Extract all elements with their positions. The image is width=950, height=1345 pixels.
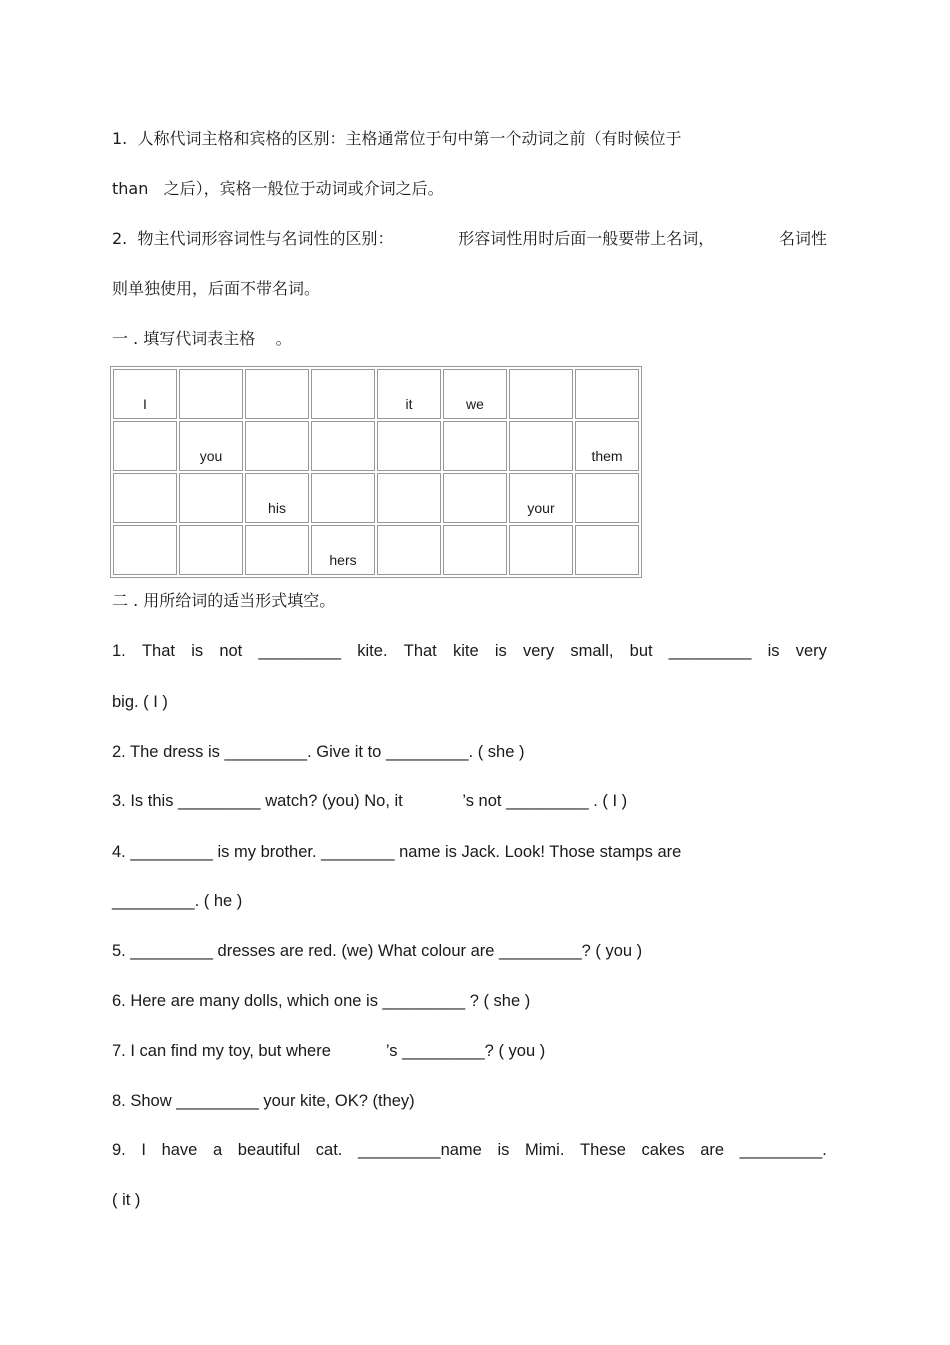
question-9-line-1 xyxy=(112,1139,827,1161)
word: are xyxy=(700,1141,725,1159)
word: is xyxy=(494,642,507,660)
table-cell[interactable]: your xyxy=(509,473,573,523)
note-2-line-2: 则单独使用，后面不带名词。 xyxy=(112,279,321,298)
table-cell[interactable] xyxy=(443,421,507,471)
table-row xyxy=(113,421,639,471)
word: That xyxy=(141,642,175,660)
table-cell[interactable] xyxy=(179,473,243,523)
table-row xyxy=(113,369,639,419)
question-8: 8. Show _________ your kite, OK? (they) xyxy=(112,1092,415,1110)
table-cell[interactable] xyxy=(245,421,309,471)
section-1-title: 一 . 填写代词表主格 。 xyxy=(112,329,292,348)
word: but xyxy=(629,642,653,660)
pronoun-table xyxy=(110,366,642,578)
word: is xyxy=(767,642,780,660)
word: kite xyxy=(452,642,479,660)
table-cell[interactable]: hers xyxy=(311,525,375,575)
word: kite. xyxy=(357,642,388,660)
table-cell[interactable] xyxy=(179,525,243,575)
word: small, xyxy=(570,642,614,660)
table-cell[interactable] xyxy=(575,369,639,419)
table-cell[interactable] xyxy=(575,473,639,523)
word: is xyxy=(497,1141,510,1159)
table-cell[interactable] xyxy=(245,369,309,419)
word: beautiful xyxy=(237,1141,301,1159)
table-cell[interactable] xyxy=(113,473,177,523)
table-row xyxy=(113,525,639,575)
table-cell[interactable] xyxy=(311,369,375,419)
table-cell[interactable]: you xyxy=(179,421,243,471)
word: That xyxy=(403,642,437,660)
question-3: 3. Is this _________ watch? (you) No, it ’s not _________ . ( I ) xyxy=(112,792,628,810)
table-cell[interactable] xyxy=(443,525,507,575)
blank[interactable]: _________. xyxy=(739,1141,827,1159)
word: cat. xyxy=(315,1141,343,1159)
table-cell[interactable] xyxy=(377,421,441,471)
question-5: 5. _________ dresses are red. (we) What colour are _________? ( you ) xyxy=(112,942,643,960)
table-cell[interactable] xyxy=(113,421,177,471)
note-2-line-1 xyxy=(112,228,827,250)
table-cell[interactable] xyxy=(377,525,441,575)
word: Mimi. xyxy=(525,1141,565,1159)
word: have xyxy=(161,1141,198,1159)
table-cell[interactable] xyxy=(509,525,573,575)
note-1-line-1: 1. 人称代词主格和宾格的区别：主格通常位于句中第一个动词之前（有时候位于 xyxy=(112,129,682,148)
table-row xyxy=(113,473,639,523)
note-1-line-2: than 之后），宾格一般位于动词或介词之后。 xyxy=(112,179,444,198)
table-cell[interactable] xyxy=(113,525,177,575)
table-cell[interactable] xyxy=(311,473,375,523)
note-2-part: 名词性 xyxy=(778,229,827,248)
word: 1. xyxy=(112,642,126,660)
blank[interactable]: _________ xyxy=(668,642,752,660)
section-2-title: 二 . 用所给词的适当形式填空。 xyxy=(112,591,336,610)
word: I xyxy=(141,1141,146,1159)
table-cell[interactable]: we xyxy=(443,369,507,419)
table-cell[interactable] xyxy=(509,369,573,419)
blank[interactable]: _________name xyxy=(357,1141,482,1159)
table-cell[interactable] xyxy=(311,421,375,471)
note-2-part: 形容词性用时后面一般要带上名词， xyxy=(458,229,715,248)
word: a xyxy=(212,1141,223,1159)
question-6: 6. Here are many dolls, which one is _________ ? ( she ) xyxy=(112,992,531,1010)
note-2-part: 2. 物主代词形容词性与名词性的区别： xyxy=(112,229,394,248)
table-cell[interactable] xyxy=(179,369,243,419)
word: not xyxy=(219,642,243,660)
blank[interactable]: _________ xyxy=(258,642,342,660)
question-2: 2. The dress is _________. Give it to _________. ( she ) xyxy=(112,743,525,761)
word: very xyxy=(522,642,555,660)
question-9-line-2: ( it ) xyxy=(112,1191,141,1209)
table-cell[interactable]: I xyxy=(113,369,177,419)
table-cell[interactable] xyxy=(575,525,639,575)
question-4-line-2: _________. ( he ) xyxy=(112,892,243,910)
question-4-line-1: 4. _________ is my brother. ________ name is Jack. Look! Those stamps are xyxy=(112,843,682,861)
word: is xyxy=(191,642,204,660)
table-cell[interactable] xyxy=(377,473,441,523)
table-cell[interactable] xyxy=(245,525,309,575)
word: very xyxy=(795,642,827,660)
table-cell[interactable] xyxy=(509,421,573,471)
question-7: 7. I can find my toy, but where ’s _________? ( you ) xyxy=(112,1042,546,1060)
table-cell[interactable]: it xyxy=(377,369,441,419)
word: 9. xyxy=(112,1141,126,1159)
word: cakes xyxy=(641,1141,685,1159)
table-cell[interactable]: his xyxy=(245,473,309,523)
table-cell[interactable] xyxy=(443,473,507,523)
word: These xyxy=(580,1141,626,1159)
table-cell[interactable]: them xyxy=(575,421,639,471)
question-1-line-1 xyxy=(112,640,827,662)
question-1-line-2: big. ( I ) xyxy=(112,693,168,711)
